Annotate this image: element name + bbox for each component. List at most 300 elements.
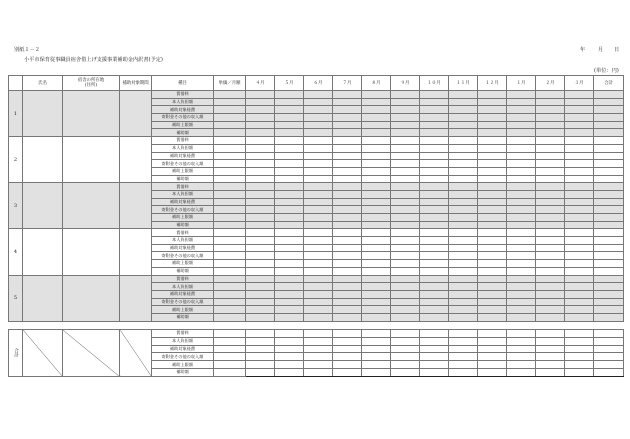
- amount-cell[interactable]: [478, 114, 507, 122]
- total-amount-cell[interactable]: [565, 361, 594, 369]
- amount-cell[interactable]: [391, 290, 420, 298]
- amount-cell[interactable]: [594, 121, 624, 129]
- amount-cell[interactable]: [449, 106, 478, 114]
- amount-cell[interactable]: [565, 237, 594, 245]
- address-cell[interactable]: [63, 229, 120, 275]
- amount-cell[interactable]: [420, 198, 449, 206]
- amount-cell[interactable]: [304, 313, 333, 321]
- amount-cell[interactable]: [246, 167, 275, 175]
- amount-cell[interactable]: [333, 137, 362, 145]
- amount-cell[interactable]: [333, 306, 362, 314]
- amount-cell[interactable]: [275, 183, 304, 191]
- amount-cell[interactable]: [507, 237, 536, 245]
- amount-cell[interactable]: [214, 229, 246, 237]
- amount-cell[interactable]: [333, 275, 362, 283]
- total-amount-cell[interactable]: [478, 368, 507, 376]
- amount-cell[interactable]: [565, 283, 594, 291]
- amount-cell[interactable]: [275, 144, 304, 152]
- amount-cell[interactable]: [478, 137, 507, 145]
- amount-cell[interactable]: [449, 206, 478, 214]
- amount-cell[interactable]: [275, 237, 304, 245]
- amount-cell[interactable]: [478, 237, 507, 245]
- total-amount-cell[interactable]: [275, 353, 304, 361]
- amount-cell[interactable]: [536, 91, 565, 99]
- amount-cell[interactable]: [507, 137, 536, 145]
- address-cell[interactable]: [63, 183, 120, 229]
- amount-cell[interactable]: [507, 98, 536, 106]
- amount-cell[interactable]: [304, 214, 333, 222]
- amount-cell[interactable]: [507, 221, 536, 229]
- period-cell[interactable]: [120, 91, 152, 137]
- amount-cell[interactable]: [362, 114, 391, 122]
- amount-cell[interactable]: [214, 267, 246, 275]
- amount-cell[interactable]: [536, 206, 565, 214]
- amount-cell[interactable]: [536, 290, 565, 298]
- amount-cell[interactable]: [536, 175, 565, 183]
- amount-cell[interactable]: [362, 214, 391, 222]
- amount-cell[interactable]: [507, 121, 536, 129]
- amount-cell[interactable]: [246, 229, 275, 237]
- amount-cell[interactable]: [594, 260, 624, 268]
- amount-cell[interactable]: [507, 260, 536, 268]
- amount-cell[interactable]: [420, 152, 449, 160]
- amount-cell[interactable]: [507, 229, 536, 237]
- amount-cell[interactable]: [420, 98, 449, 106]
- amount-cell[interactable]: [362, 252, 391, 260]
- total-amount-cell[interactable]: [391, 368, 420, 376]
- amount-cell[interactable]: [304, 267, 333, 275]
- amount-cell[interactable]: [449, 221, 478, 229]
- amount-cell[interactable]: [420, 175, 449, 183]
- amount-cell[interactable]: [275, 298, 304, 306]
- total-amount-cell[interactable]: [565, 330, 594, 338]
- amount-cell[interactable]: [391, 198, 420, 206]
- amount-cell[interactable]: [246, 290, 275, 298]
- amount-cell[interactable]: [214, 221, 246, 229]
- amount-cell[interactable]: [565, 206, 594, 214]
- amount-cell[interactable]: [420, 221, 449, 229]
- total-amount-cell[interactable]: [536, 361, 565, 369]
- amount-cell[interactable]: [594, 306, 624, 314]
- amount-cell[interactable]: [214, 98, 246, 106]
- amount-cell[interactable]: [536, 121, 565, 129]
- amount-cell[interactable]: [391, 129, 420, 137]
- amount-cell[interactable]: [304, 144, 333, 152]
- amount-cell[interactable]: [507, 313, 536, 321]
- amount-cell[interactable]: [333, 267, 362, 275]
- amount-cell[interactable]: [565, 260, 594, 268]
- amount-cell[interactable]: [214, 114, 246, 122]
- total-amount-cell[interactable]: [214, 368, 246, 376]
- amount-cell[interactable]: [507, 244, 536, 252]
- amount-cell[interactable]: [304, 198, 333, 206]
- amount-cell[interactable]: [420, 106, 449, 114]
- amount-cell[interactable]: [333, 91, 362, 99]
- amount-cell[interactable]: [362, 290, 391, 298]
- amount-cell[interactable]: [214, 306, 246, 314]
- amount-cell[interactable]: [214, 183, 246, 191]
- amount-cell[interactable]: [478, 275, 507, 283]
- amount-cell[interactable]: [362, 221, 391, 229]
- amount-cell[interactable]: [275, 214, 304, 222]
- amount-cell[interactable]: [275, 244, 304, 252]
- amount-cell[interactable]: [594, 144, 624, 152]
- amount-cell[interactable]: [275, 137, 304, 145]
- amount-cell[interactable]: [536, 221, 565, 229]
- amount-cell[interactable]: [478, 106, 507, 114]
- amount-cell[interactable]: [449, 160, 478, 168]
- total-amount-cell[interactable]: [391, 337, 420, 345]
- amount-cell[interactable]: [333, 244, 362, 252]
- amount-cell[interactable]: [246, 98, 275, 106]
- amount-cell[interactable]: [478, 283, 507, 291]
- total-amount-cell[interactable]: [594, 361, 624, 369]
- amount-cell[interactable]: [536, 167, 565, 175]
- amount-cell[interactable]: [391, 167, 420, 175]
- amount-cell[interactable]: [449, 237, 478, 245]
- amount-cell[interactable]: [478, 91, 507, 99]
- amount-cell[interactable]: [507, 106, 536, 114]
- amount-cell[interactable]: [536, 229, 565, 237]
- amount-cell[interactable]: [478, 98, 507, 106]
- amount-cell[interactable]: [507, 214, 536, 222]
- amount-cell[interactable]: [304, 121, 333, 129]
- total-amount-cell[interactable]: [246, 345, 275, 353]
- amount-cell[interactable]: [304, 237, 333, 245]
- total-amount-cell[interactable]: [333, 368, 362, 376]
- amount-cell[interactable]: [304, 183, 333, 191]
- amount-cell[interactable]: [565, 298, 594, 306]
- amount-cell[interactable]: [333, 129, 362, 137]
- amount-cell[interactable]: [449, 313, 478, 321]
- amount-cell[interactable]: [420, 275, 449, 283]
- amount-cell[interactable]: [246, 237, 275, 245]
- amount-cell[interactable]: [507, 275, 536, 283]
- amount-cell[interactable]: [214, 137, 246, 145]
- amount-cell[interactable]: [449, 267, 478, 275]
- amount-cell[interactable]: [275, 160, 304, 168]
- amount-cell[interactable]: [449, 283, 478, 291]
- total-amount-cell[interactable]: [507, 361, 536, 369]
- amount-cell[interactable]: [275, 114, 304, 122]
- amount-cell[interactable]: [333, 298, 362, 306]
- total-amount-cell[interactable]: [507, 345, 536, 353]
- amount-cell[interactable]: [391, 252, 420, 260]
- amount-cell[interactable]: [333, 283, 362, 291]
- amount-cell[interactable]: [214, 214, 246, 222]
- amount-cell[interactable]: [449, 129, 478, 137]
- amount-cell[interactable]: [391, 137, 420, 145]
- amount-cell[interactable]: [594, 114, 624, 122]
- amount-cell[interactable]: [275, 252, 304, 260]
- amount-cell[interactable]: [214, 260, 246, 268]
- amount-cell[interactable]: [275, 221, 304, 229]
- total-amount-cell[interactable]: [420, 353, 449, 361]
- amount-cell[interactable]: [246, 260, 275, 268]
- amount-cell[interactable]: [565, 313, 594, 321]
- amount-cell[interactable]: [565, 175, 594, 183]
- total-amount-cell[interactable]: [565, 353, 594, 361]
- amount-cell[interactable]: [565, 198, 594, 206]
- amount-cell[interactable]: [536, 275, 565, 283]
- amount-cell[interactable]: [565, 229, 594, 237]
- amount-cell[interactable]: [594, 214, 624, 222]
- amount-cell[interactable]: [449, 190, 478, 198]
- amount-cell[interactable]: [420, 252, 449, 260]
- amount-cell[interactable]: [507, 144, 536, 152]
- amount-cell[interactable]: [594, 106, 624, 114]
- amount-cell[interactable]: [478, 214, 507, 222]
- total-amount-cell[interactable]: [362, 345, 391, 353]
- amount-cell[interactable]: [246, 206, 275, 214]
- amount-cell[interactable]: [246, 214, 275, 222]
- amount-cell[interactable]: [333, 183, 362, 191]
- period-cell[interactable]: [120, 229, 152, 275]
- amount-cell[interactable]: [565, 160, 594, 168]
- amount-cell[interactable]: [565, 214, 594, 222]
- amount-cell[interactable]: [246, 152, 275, 160]
- amount-cell[interactable]: [536, 267, 565, 275]
- amount-cell[interactable]: [449, 167, 478, 175]
- name-cell[interactable]: [23, 137, 63, 183]
- amount-cell[interactable]: [420, 313, 449, 321]
- amount-cell[interactable]: [594, 313, 624, 321]
- amount-cell[interactable]: [478, 206, 507, 214]
- amount-cell[interactable]: [507, 252, 536, 260]
- amount-cell[interactable]: [420, 144, 449, 152]
- amount-cell[interactable]: [362, 283, 391, 291]
- name-cell[interactable]: [23, 183, 63, 229]
- amount-cell[interactable]: [507, 160, 536, 168]
- amount-cell[interactable]: [391, 114, 420, 122]
- amount-cell[interactable]: [362, 175, 391, 183]
- amount-cell[interactable]: [391, 160, 420, 168]
- amount-cell[interactable]: [420, 298, 449, 306]
- total-amount-cell[interactable]: [275, 345, 304, 353]
- amount-cell[interactable]: [536, 144, 565, 152]
- amount-cell[interactable]: [333, 114, 362, 122]
- amount-cell[interactable]: [449, 175, 478, 183]
- amount-cell[interactable]: [275, 175, 304, 183]
- amount-cell[interactable]: [214, 167, 246, 175]
- amount-cell[interactable]: [304, 283, 333, 291]
- amount-cell[interactable]: [391, 298, 420, 306]
- amount-cell[interactable]: [275, 121, 304, 129]
- amount-cell[interactable]: [362, 298, 391, 306]
- address-cell[interactable]: [63, 91, 120, 137]
- amount-cell[interactable]: [594, 167, 624, 175]
- amount-cell[interactable]: [594, 183, 624, 191]
- amount-cell[interactable]: [478, 198, 507, 206]
- total-amount-cell[interactable]: [362, 337, 391, 345]
- total-amount-cell[interactable]: [246, 353, 275, 361]
- amount-cell[interactable]: [391, 221, 420, 229]
- amount-cell[interactable]: [304, 275, 333, 283]
- total-amount-cell[interactable]: [246, 368, 275, 376]
- total-amount-cell[interactable]: [275, 330, 304, 338]
- amount-cell[interactable]: [449, 252, 478, 260]
- amount-cell[interactable]: [565, 129, 594, 137]
- amount-cell[interactable]: [246, 267, 275, 275]
- total-amount-cell[interactable]: [507, 337, 536, 345]
- amount-cell[interactable]: [594, 190, 624, 198]
- amount-cell[interactable]: [214, 252, 246, 260]
- total-amount-cell[interactable]: [333, 330, 362, 338]
- amount-cell[interactable]: [304, 221, 333, 229]
- amount-cell[interactable]: [594, 275, 624, 283]
- amount-cell[interactable]: [594, 98, 624, 106]
- amount-cell[interactable]: [275, 152, 304, 160]
- amount-cell[interactable]: [391, 175, 420, 183]
- amount-cell[interactable]: [536, 183, 565, 191]
- amount-cell[interactable]: [304, 298, 333, 306]
- address-cell[interactable]: [63, 137, 120, 183]
- amount-cell[interactable]: [536, 313, 565, 321]
- amount-cell[interactable]: [536, 214, 565, 222]
- total-amount-cell[interactable]: [246, 361, 275, 369]
- amount-cell[interactable]: [214, 160, 246, 168]
- total-amount-cell[interactable]: [536, 337, 565, 345]
- amount-cell[interactable]: [391, 152, 420, 160]
- amount-cell[interactable]: [362, 121, 391, 129]
- amount-cell[interactable]: [420, 206, 449, 214]
- total-amount-cell[interactable]: [536, 330, 565, 338]
- amount-cell[interactable]: [275, 167, 304, 175]
- amount-cell[interactable]: [478, 183, 507, 191]
- amount-cell[interactable]: [449, 244, 478, 252]
- total-amount-cell[interactable]: [362, 353, 391, 361]
- period-cell[interactable]: [120, 183, 152, 229]
- amount-cell[interactable]: [304, 229, 333, 237]
- amount-cell[interactable]: [594, 221, 624, 229]
- amount-cell[interactable]: [333, 144, 362, 152]
- amount-cell[interactable]: [391, 106, 420, 114]
- amount-cell[interactable]: [246, 114, 275, 122]
- amount-cell[interactable]: [420, 214, 449, 222]
- amount-cell[interactable]: [362, 129, 391, 137]
- amount-cell[interactable]: [362, 198, 391, 206]
- amount-cell[interactable]: [420, 190, 449, 198]
- amount-cell[interactable]: [304, 98, 333, 106]
- amount-cell[interactable]: [333, 206, 362, 214]
- total-amount-cell[interactable]: [449, 368, 478, 376]
- amount-cell[interactable]: [333, 198, 362, 206]
- total-amount-cell[interactable]: [333, 353, 362, 361]
- total-amount-cell[interactable]: [275, 368, 304, 376]
- amount-cell[interactable]: [391, 91, 420, 99]
- total-amount-cell[interactable]: [507, 330, 536, 338]
- total-amount-cell[interactable]: [304, 345, 333, 353]
- amount-cell[interactable]: [594, 252, 624, 260]
- amount-cell[interactable]: [333, 313, 362, 321]
- amount-cell[interactable]: [362, 160, 391, 168]
- amount-cell[interactable]: [565, 221, 594, 229]
- amount-cell[interactable]: [391, 283, 420, 291]
- amount-cell[interactable]: [362, 91, 391, 99]
- amount-cell[interactable]: [478, 290, 507, 298]
- amount-cell[interactable]: [478, 175, 507, 183]
- amount-cell[interactable]: [420, 229, 449, 237]
- amount-cell[interactable]: [507, 206, 536, 214]
- total-amount-cell[interactable]: [304, 337, 333, 345]
- amount-cell[interactable]: [536, 198, 565, 206]
- amount-cell[interactable]: [333, 214, 362, 222]
- total-amount-cell[interactable]: [449, 337, 478, 345]
- amount-cell[interactable]: [478, 144, 507, 152]
- amount-cell[interactable]: [214, 91, 246, 99]
- total-amount-cell[interactable]: [304, 368, 333, 376]
- period-cell[interactable]: [120, 275, 152, 321]
- amount-cell[interactable]: [214, 152, 246, 160]
- amount-cell[interactable]: [449, 290, 478, 298]
- amount-cell[interactable]: [214, 121, 246, 129]
- amount-cell[interactable]: [594, 229, 624, 237]
- amount-cell[interactable]: [362, 313, 391, 321]
- amount-cell[interactable]: [565, 306, 594, 314]
- total-amount-cell[interactable]: [594, 353, 624, 361]
- total-amount-cell[interactable]: [333, 337, 362, 345]
- address-cell[interactable]: [63, 275, 120, 321]
- amount-cell[interactable]: [275, 98, 304, 106]
- total-amount-cell[interactable]: [333, 361, 362, 369]
- amount-cell[interactable]: [594, 283, 624, 291]
- total-amount-cell[interactable]: [536, 345, 565, 353]
- amount-cell[interactable]: [507, 91, 536, 99]
- amount-cell[interactable]: [391, 121, 420, 129]
- total-amount-cell[interactable]: [565, 345, 594, 353]
- total-amount-cell[interactable]: [246, 337, 275, 345]
- amount-cell[interactable]: [449, 183, 478, 191]
- amount-cell[interactable]: [304, 206, 333, 214]
- amount-cell[interactable]: [449, 121, 478, 129]
- amount-cell[interactable]: [246, 313, 275, 321]
- amount-cell[interactable]: [275, 190, 304, 198]
- amount-cell[interactable]: [333, 190, 362, 198]
- amount-cell[interactable]: [565, 98, 594, 106]
- total-amount-cell[interactable]: [333, 345, 362, 353]
- total-amount-cell[interactable]: [478, 337, 507, 345]
- amount-cell[interactable]: [449, 298, 478, 306]
- amount-cell[interactable]: [304, 190, 333, 198]
- amount-cell[interactable]: [536, 298, 565, 306]
- amount-cell[interactable]: [246, 91, 275, 99]
- amount-cell[interactable]: [246, 106, 275, 114]
- amount-cell[interactable]: [536, 106, 565, 114]
- amount-cell[interactable]: [478, 252, 507, 260]
- amount-cell[interactable]: [536, 152, 565, 160]
- amount-cell[interactable]: [507, 267, 536, 275]
- amount-cell[interactable]: [246, 129, 275, 137]
- amount-cell[interactable]: [391, 190, 420, 198]
- amount-cell[interactable]: [304, 152, 333, 160]
- amount-cell[interactable]: [362, 144, 391, 152]
- amount-cell[interactable]: [565, 267, 594, 275]
- amount-cell[interactable]: [420, 267, 449, 275]
- amount-cell[interactable]: [214, 275, 246, 283]
- amount-cell[interactable]: [333, 229, 362, 237]
- amount-cell[interactable]: [420, 290, 449, 298]
- amount-cell[interactable]: [478, 306, 507, 314]
- amount-cell[interactable]: [594, 175, 624, 183]
- amount-cell[interactable]: [246, 298, 275, 306]
- total-amount-cell[interactable]: [214, 353, 246, 361]
- amount-cell[interactable]: [214, 206, 246, 214]
- amount-cell[interactable]: [565, 91, 594, 99]
- amount-cell[interactable]: [507, 152, 536, 160]
- amount-cell[interactable]: [420, 167, 449, 175]
- amount-cell[interactable]: [214, 106, 246, 114]
- total-amount-cell[interactable]: [362, 330, 391, 338]
